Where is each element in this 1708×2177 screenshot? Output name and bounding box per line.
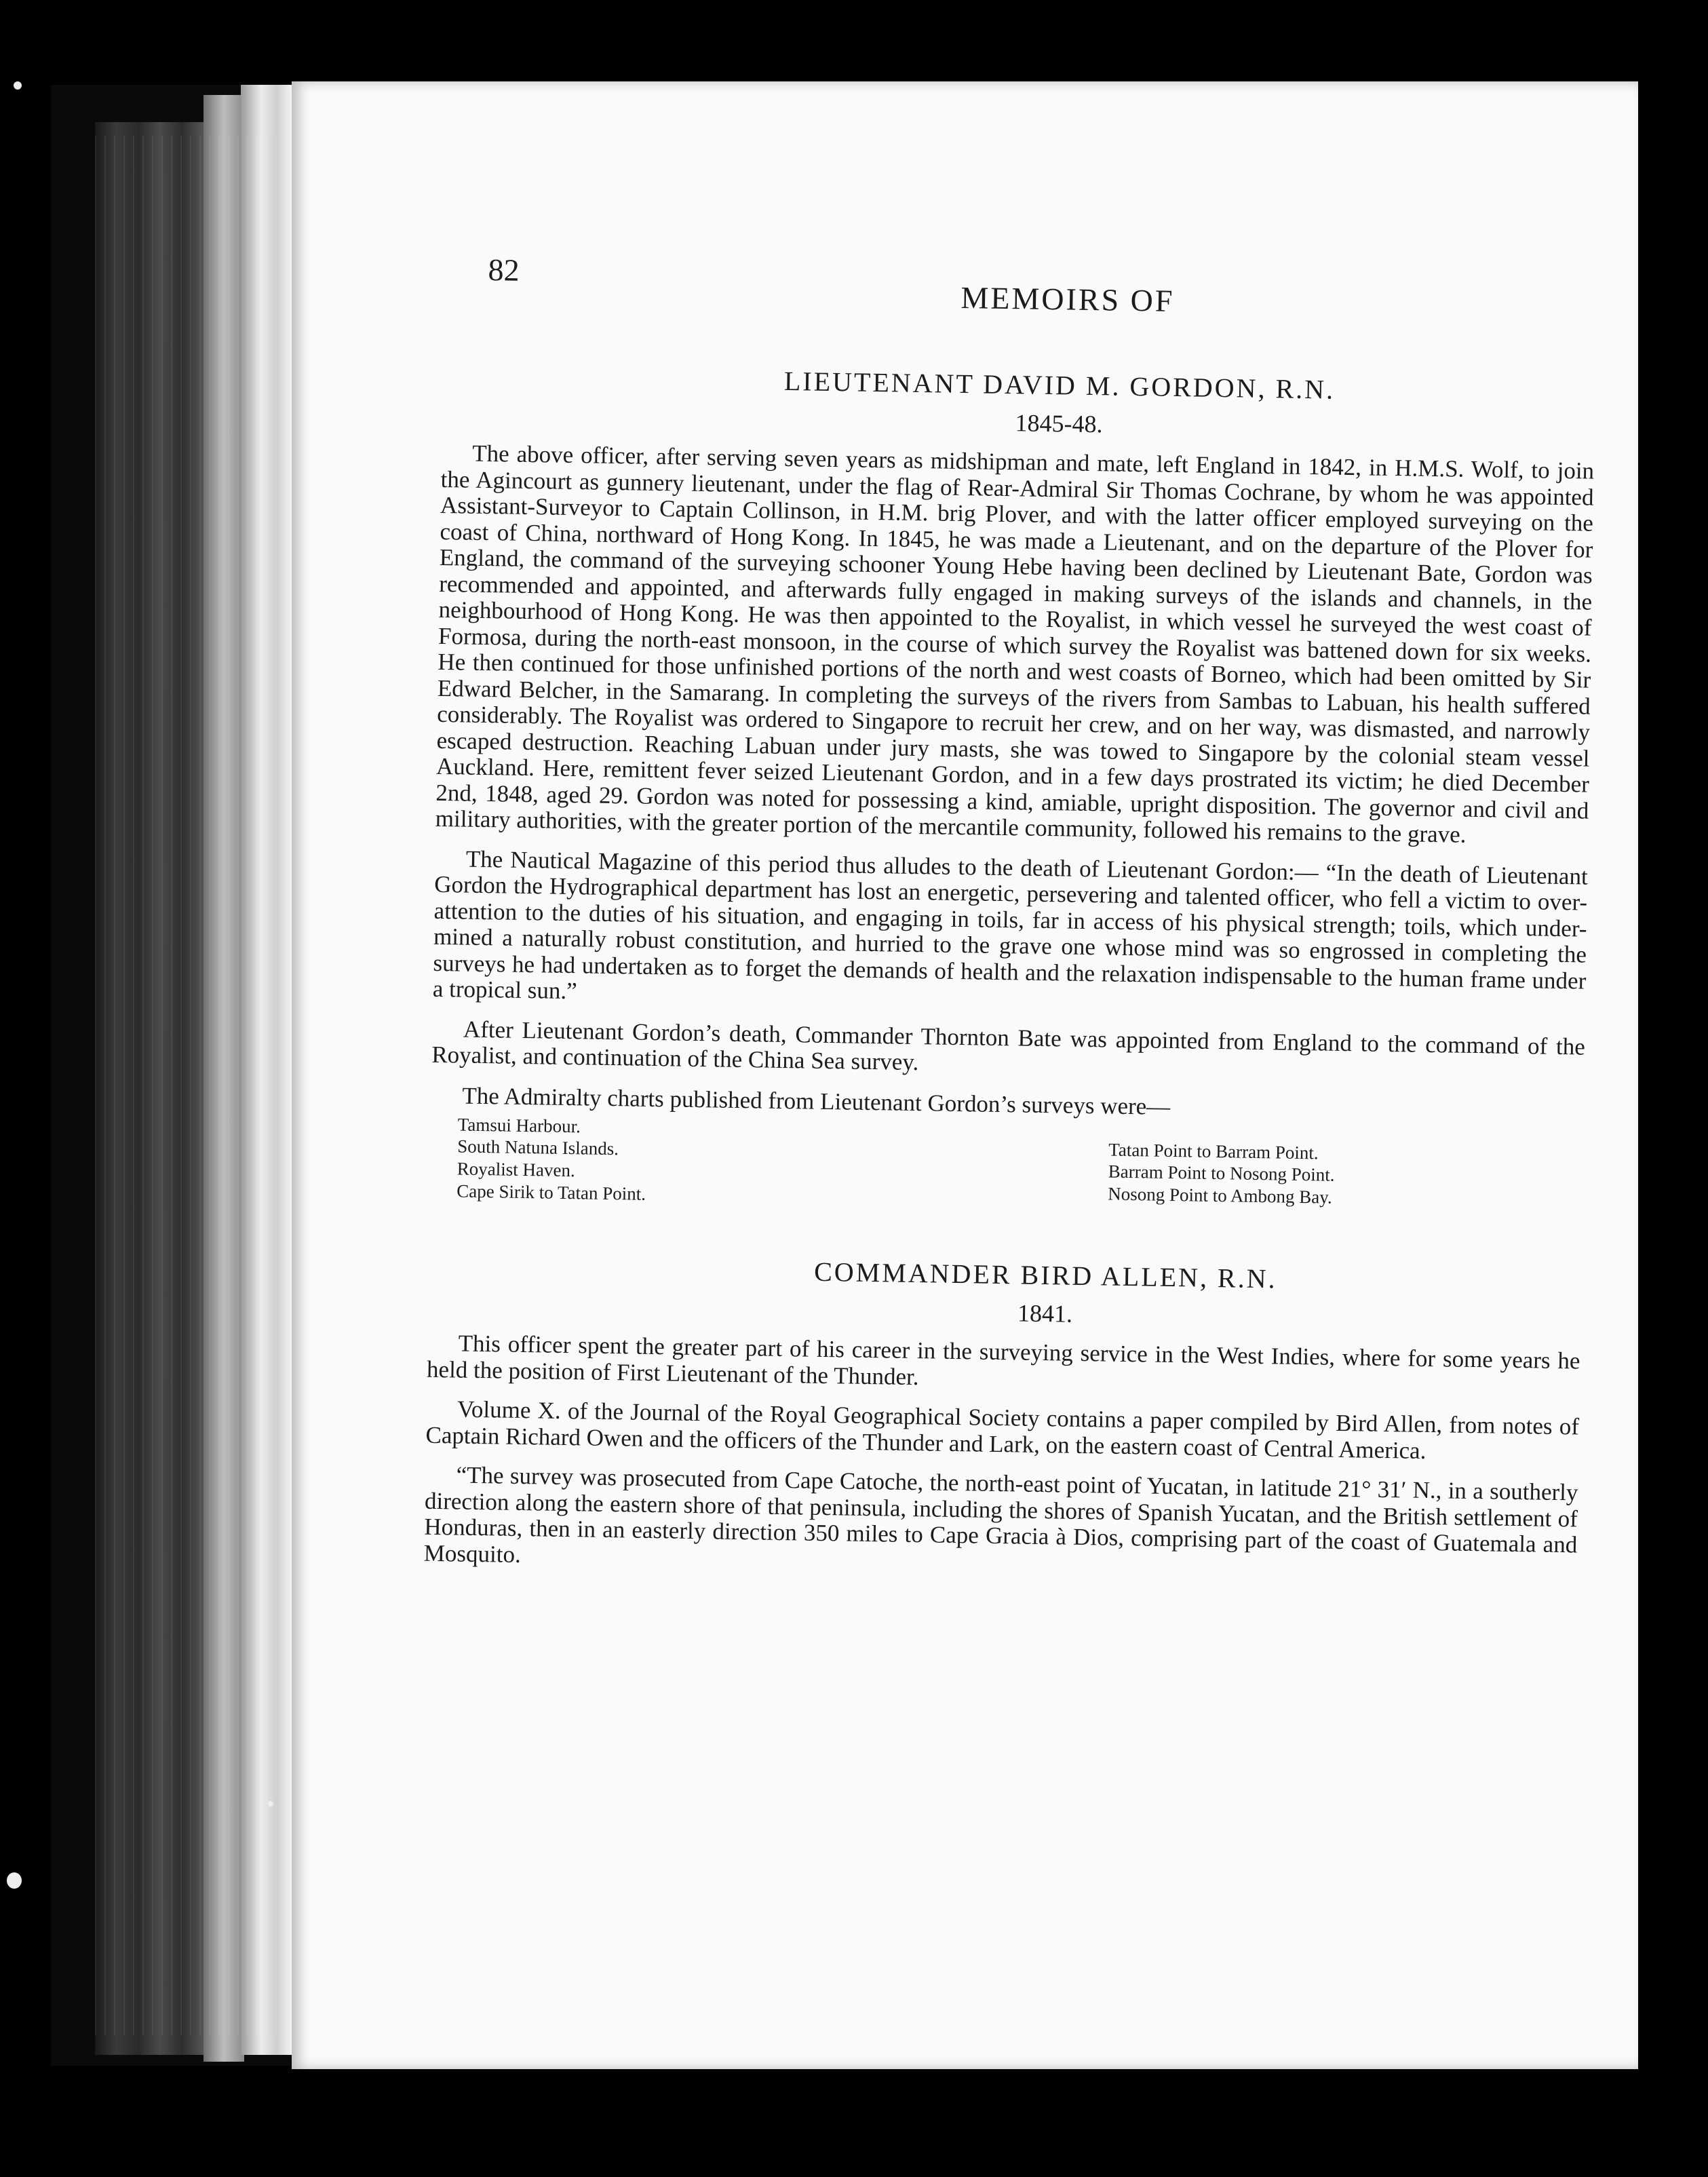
charts-list-left bbox=[457, 1113, 1001, 1211]
charts-intro: The Admiralty charts published from Lieutenant Gordon’s surveys were— bbox=[462, 1082, 1171, 1120]
list-item: Tamsui Harbour. bbox=[457, 1113, 581, 1136]
section-title-allen: COMMANDER BIRD ALLEN, R.N. bbox=[813, 1256, 1277, 1294]
allen-paragraph-2: Volume X. of the Journal of the Royal Geographical Society contains a paper compiled by Bird Allen, from notes of Captain Richard Owen and the officers of the Thunder and Lark, on the eastern coast of Central America. bbox=[425, 1395, 1580, 1464]
charts-list-right bbox=[1040, 1122, 1584, 1220]
page-content bbox=[423, 251, 1597, 1598]
list-item: South Natuna Islands. bbox=[457, 1136, 619, 1159]
dust-speck bbox=[268, 1801, 273, 1807]
dust-speck bbox=[14, 81, 22, 90]
page-number: 82 bbox=[488, 252, 520, 288]
gordon-paragraph-1: The above officer, after serving seven years as midshipman and mate, left England in 1842, in H.M.S. Wolf, to join the Agincourt as gunnery lieutenant, under the flag of Rear-Admiral Sir Thomas Cochrane, by whom he was appointed Assistant-Surveyor to Captain Collinson, in H.M. brig Plover, and with the latter officer employed surveying on the coast of China, northward of Hong Kong. In 1845, he was made a Lieutenant, and on the departure of the Plover for England, the command of the surveying schooner Young Hebe having been declined by Lieutenant Bate, Gordon was recommended and appointed, and afterwards fully engaged in making surveys of the islands and channels, in the neighbourhood of Hong Kong. He was then appointed to the Royalist, in which vessel he surveyed the west coast of Formosa, during the north-east monsoon, in the course of which survey the Royalist was battened down for six weeks. He then continued for those unfinished portions of the north and west coasts of Borneo, which had been omitted by Sir Edward Belcher, in the Samarang. In completing the surveys of the rivers from Sambas to Labuan, his health suffered considerably. The Royalist was ordered to Singapore to recruit her crew, and on her way, was dismasted, and narrowly escaped destruction. Reaching Labuan under jury masts, she was towed to Singapore by the colonial steam vessel Auckland. Here, remittent fever seized Lieutenant Gordon, and in a few days prostrated its victim; he died December 2nd, 1848, aged 29. Gordon was noted for possessing a kind, amiable, upright disposition. The governor and civil and military authorities, with the greater portion of the mercantile community, followed his remains to the grave. bbox=[435, 440, 1595, 848]
section-title-gordon: LIEUTENANT DAVID M. GORDON, R.N. bbox=[783, 365, 1336, 405]
section-dates-allen: 1841. bbox=[1017, 1299, 1073, 1328]
charts-list bbox=[457, 1113, 1584, 1220]
section-dates-gordon: 1845-48. bbox=[1015, 409, 1103, 438]
allen-paragraph-1: This officer spent the greater part of his career in the surveying service in the West Indies, where for some years he held the position of First Lieutenant of the Thunder. bbox=[426, 1330, 1580, 1390]
dust-speck bbox=[7, 1872, 22, 1889]
running-head: MEMOIRS OF bbox=[960, 280, 1175, 318]
gordon-paragraph-2: The Nautical Magazine of this period thus alludes to the death of Lieutenant Gordon:— “In the death of Lieutenant Gordon the Hydrographical department has lost an energetic, persevering and talented officer, who fell a victim to over-attention to the duties of his situation, and engaging in toils, far in access of his physical strength; toils, which under-mined a naturally robust constitution, and hurried to the grave one whose mind was so engrossed in completing the surveys he had undertaken as to forget the demands of health and the relaxation indispensable to the human frame under a tropical sun.” bbox=[432, 845, 1589, 1005]
list-item: Royalist Haven. bbox=[457, 1158, 575, 1181]
list-item: Tatan Point to Barram Point. bbox=[1108, 1139, 1319, 1163]
list-item: Cape Sirik to Tatan Point. bbox=[456, 1180, 646, 1205]
list-item: Nosong Point to Ambong Bay. bbox=[1108, 1183, 1333, 1208]
gordon-paragraph-3: After Lieutenant Gordon’s death, Commander Thornton Bate was appointed from England to the command of the Royalist, and continuation of the China Sea survey. bbox=[431, 1016, 1586, 1076]
page-edge-lines bbox=[95, 136, 292, 2035]
allen-paragraph-3: “The survey was prosecuted from Cape Catoche, the north-east point of Yucatan, in latitude 21° 31′ N., in a southerly direction along the eastern shore of that peninsula, including the shores of Spanish Yucatan, and the British settlement of Honduras, then in an easterly direction 350 miles to Cape Gracia à Dios, comprising part of the coast of Guatemala and Mosquito. bbox=[423, 1461, 1578, 1568]
list-item: Barram Point to Nosong Point. bbox=[1108, 1161, 1335, 1186]
